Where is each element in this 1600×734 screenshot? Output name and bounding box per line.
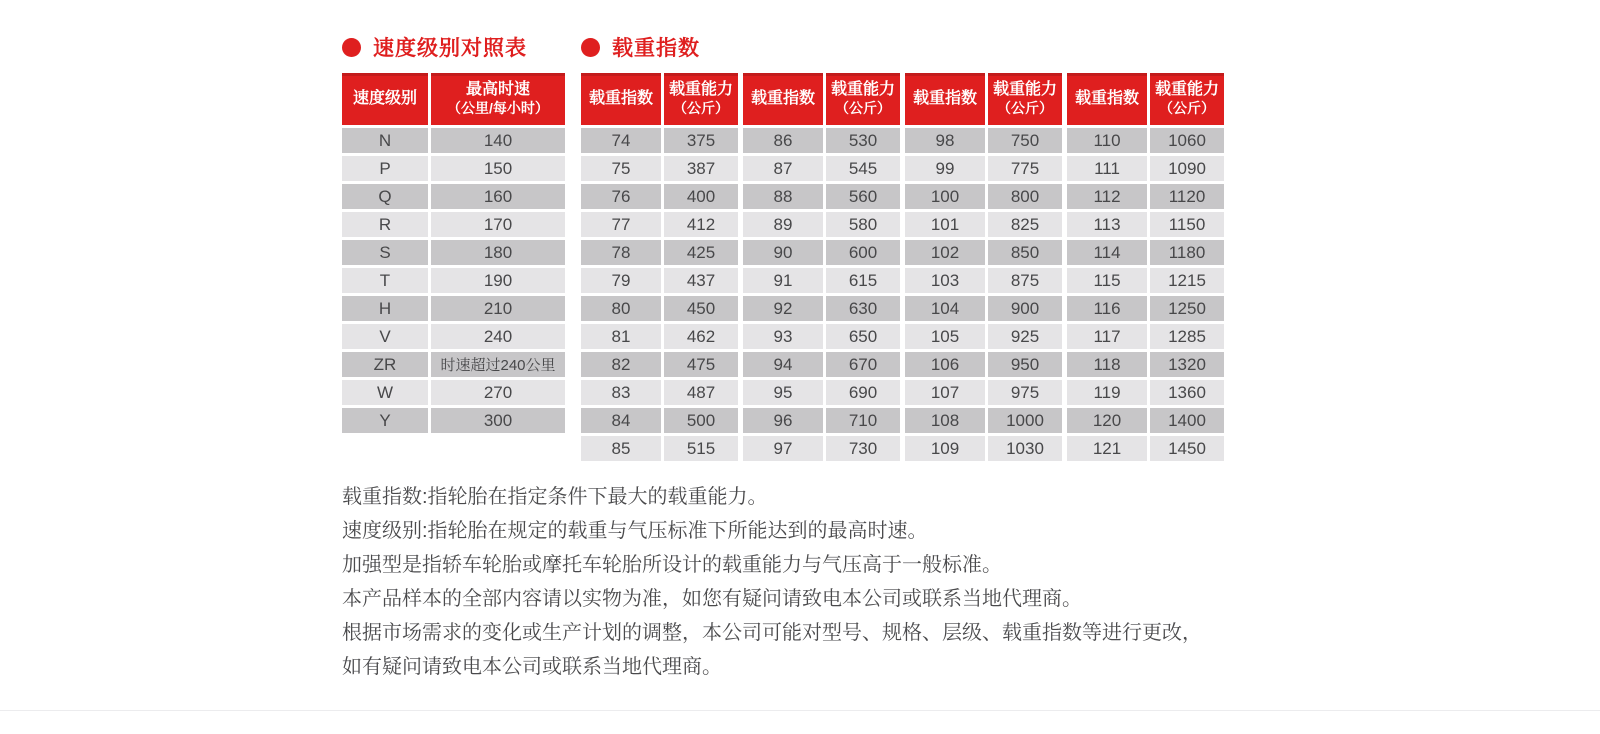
speed-level-cell: Q [342,184,428,209]
speed-level-cell: T [342,268,428,293]
load-capacity-cell: 630 [826,296,900,321]
load-capacity-cell: 615 [826,268,900,293]
load-index-cell: 96 [743,408,823,433]
load-index-header: 载重指数 [905,73,985,125]
load-capacity-header-line2: （公斤） [673,100,729,117]
load-index-cell: 84 [581,408,661,433]
load-index-cell: 94 [743,352,823,377]
load-capacity-cell: 730 [826,436,900,461]
load-index-cell: 80 [581,296,661,321]
load-index-cell: 102 [905,240,985,265]
max-speed-header-line1: 最高时速 [465,81,530,99]
load-capacity-cell: 560 [826,184,900,209]
table-row [581,212,738,237]
load-capacity-cell: 530 [826,128,900,153]
speed-level-cell: W [342,380,428,405]
max-speed-cell: 190 [431,268,565,293]
load-capacity-cell: 710 [826,408,900,433]
table-row [1067,436,1224,461]
table-row [581,380,738,405]
load-index-header: 载重指数 [581,73,661,125]
load-table-group [905,73,1062,461]
load-capacity-cell: 750 [988,128,1062,153]
load-index-cell: 76 [581,184,661,209]
load-capacity-cell: 775 [988,156,1062,181]
load-capacity-cell: 1215 [1150,268,1224,293]
load-capacity-header [664,73,738,125]
table-row [1067,380,1224,405]
load-capacity-header-line2: （公斤） [997,100,1053,117]
table-row [743,436,900,461]
load-table [581,73,1224,461]
load-table-title-label: 载重指数 [612,37,700,60]
load-index-cell: 107 [905,380,985,405]
load-capacity-header-line2: （公斤） [835,100,891,117]
load-table-body [581,128,738,461]
load-capacity-cell: 925 [988,324,1062,349]
load-capacity-cell: 487 [664,380,738,405]
speed-table-header-row [342,73,565,125]
load-index-header: 载重指数 [1067,73,1147,125]
table-row [905,436,1062,461]
load-capacity-cell: 850 [988,240,1062,265]
max-speed-header [431,73,565,125]
load-index-cell: 86 [743,128,823,153]
table-row [342,296,565,321]
footnote-line: 加强型是指轿车轮胎或摩托车轮胎所设计的载重能力与气压高于一般标准。 [342,554,1002,576]
load-capacity-cell: 1360 [1150,380,1224,405]
load-table-group [1067,73,1224,461]
table-row [905,296,1062,321]
load-capacity-header [826,73,900,125]
load-index-cell: 111 [1067,156,1147,181]
table-row [743,240,900,265]
load-index-cell: 106 [905,352,985,377]
load-capacity-cell: 1320 [1150,352,1224,377]
load-index-cell: 89 [743,212,823,237]
speed-rating-section [342,36,565,433]
load-capacity-header [988,73,1062,125]
load-capacity-cell: 1030 [988,436,1062,461]
load-index-cell: 100 [905,184,985,209]
load-index-cell: 114 [1067,240,1147,265]
speed-table-title [342,36,565,58]
load-index-cell: 109 [905,436,985,461]
max-speed-cell: 160 [431,184,565,209]
load-index-cell: 118 [1067,352,1147,377]
load-table-header-row [581,73,738,125]
max-speed-cell: 240 [431,324,565,349]
table-row [743,184,900,209]
table-row [743,268,900,293]
load-index-cell: 81 [581,324,661,349]
table-row [743,156,900,181]
max-speed-cell: 时速超过240公里 [431,352,565,377]
speed-level-cell: P [342,156,428,181]
table-row [581,296,738,321]
table-row [342,156,565,181]
load-capacity-cell: 387 [664,156,738,181]
table-row [342,380,565,405]
table-row [1067,128,1224,153]
table-row [905,268,1062,293]
load-index-cell: 92 [743,296,823,321]
table-row [581,128,738,153]
load-index-section [581,36,1224,461]
table-row [342,240,565,265]
table-row [581,408,738,433]
load-index-cell: 119 [1067,380,1147,405]
load-index-cell: 115 [1067,268,1147,293]
load-table-body [1067,128,1224,461]
max-speed-cell: 300 [431,408,565,433]
load-table-body [905,128,1062,461]
load-capacity-cell: 515 [664,436,738,461]
load-index-cell: 101 [905,212,985,237]
load-index-cell: 108 [905,408,985,433]
table-row [743,296,900,321]
load-capacity-cell: 825 [988,212,1062,237]
table-row [342,408,565,433]
load-capacity-cell: 1180 [1150,240,1224,265]
speed-level-cell: ZR [342,352,428,377]
speed-level-cell: S [342,240,428,265]
load-capacity-cell: 600 [826,240,900,265]
table-row [1067,156,1224,181]
table-row [1067,296,1224,321]
load-capacity-header-line1: 载重能力 [992,81,1057,99]
max-speed-cell: 210 [431,296,565,321]
load-capacity-cell: 400 [664,184,738,209]
speed-level-cell: Y [342,408,428,433]
table-row [905,352,1062,377]
table-row [581,184,738,209]
load-capacity-cell: 425 [664,240,738,265]
load-capacity-header-line2: （公斤） [1159,100,1215,117]
bottom-divider [0,710,1600,711]
load-index-cell: 85 [581,436,661,461]
load-capacity-cell: 545 [826,156,900,181]
load-index-cell: 103 [905,268,985,293]
load-capacity-cell: 670 [826,352,900,377]
footnote-line: 如有疑问请致电本公司或联系当地代理商。 [342,656,722,678]
load-table-body [743,128,900,461]
speed-level-cell: R [342,212,428,237]
load-capacity-cell: 875 [988,268,1062,293]
table-row [1067,324,1224,349]
load-capacity-cell: 1250 [1150,296,1224,321]
load-capacity-cell: 1150 [1150,212,1224,237]
load-capacity-cell: 1060 [1150,128,1224,153]
load-index-cell: 99 [905,156,985,181]
load-index-cell: 117 [1067,324,1147,349]
load-table-group [743,73,900,461]
load-index-cell: 105 [905,324,985,349]
load-index-cell: 116 [1067,296,1147,321]
load-index-cell: 88 [743,184,823,209]
load-table-header-row [1067,73,1224,125]
load-capacity-cell: 1400 [1150,408,1224,433]
table-row [1067,184,1224,209]
table-row [905,184,1062,209]
load-capacity-cell: 412 [664,212,738,237]
max-speed-cell: 270 [431,380,565,405]
table-row [1067,352,1224,377]
table-row [743,352,900,377]
load-index-cell: 97 [743,436,823,461]
load-capacity-cell: 500 [664,408,738,433]
table-row [342,212,565,237]
load-table-group [581,73,738,461]
table-row [581,268,738,293]
table-row [581,156,738,181]
load-capacity-cell: 1090 [1150,156,1224,181]
footnote-line: 速度级别:指轮胎在规定的载重与气压标准下所能达到的最高时速。 [342,520,928,542]
load-index-cell: 95 [743,380,823,405]
load-capacity-cell: 650 [826,324,900,349]
load-index-cell: 79 [581,268,661,293]
load-capacity-cell: 690 [826,380,900,405]
table-row [743,324,900,349]
table-row [905,324,1062,349]
load-index-cell: 93 [743,324,823,349]
load-index-header: 载重指数 [743,73,823,125]
table-row [905,380,1062,405]
load-capacity-header-line1: 载重能力 [830,81,895,99]
speed-table-body [342,128,565,433]
speed-level-header: 速度级别 [342,73,428,125]
load-capacity-cell: 900 [988,296,1062,321]
max-speed-cell: 170 [431,212,565,237]
table-row [905,156,1062,181]
table-row [342,268,565,293]
load-index-cell: 83 [581,380,661,405]
table-row [743,212,900,237]
table-row [905,128,1062,153]
max-speed-cell: 140 [431,128,565,153]
max-speed-header-line2: （公里/每小时） [447,100,549,117]
load-capacity-header-line1: 载重能力 [668,81,733,99]
load-capacity-cell: 1000 [988,408,1062,433]
table-row [342,352,565,377]
table-row [1067,240,1224,265]
table-row [1067,212,1224,237]
load-index-cell: 74 [581,128,661,153]
footnotes [342,480,1442,684]
load-table-header-row [905,73,1062,125]
load-capacity-cell: 950 [988,352,1062,377]
table-row [342,128,565,153]
load-index-cell: 77 [581,212,661,237]
load-index-cell: 113 [1067,212,1147,237]
table-row [905,240,1062,265]
load-table-header-row [743,73,900,125]
load-index-cell: 112 [1067,184,1147,209]
load-index-cell: 120 [1067,408,1147,433]
table-row [1067,408,1224,433]
load-index-cell: 98 [905,128,985,153]
load-capacity-header-line1: 载重能力 [1154,81,1219,99]
load-index-cell: 90 [743,240,823,265]
footnote-line: 本产品样本的全部内容请以实物为准，如您有疑问请致电本公司或联系当地代理商。 [342,588,1082,610]
load-capacity-cell: 580 [826,212,900,237]
max-speed-cell: 150 [431,156,565,181]
speed-table [342,73,565,433]
table-row [905,408,1062,433]
table-row [581,240,738,265]
table-row [743,380,900,405]
load-index-cell: 87 [743,156,823,181]
speed-level-cell: H [342,296,428,321]
load-index-cell: 104 [905,296,985,321]
load-capacity-cell: 975 [988,380,1062,405]
table-row [581,324,738,349]
red-bullet-icon [342,38,361,57]
load-index-cell: 82 [581,352,661,377]
load-capacity-cell: 800 [988,184,1062,209]
footnote-line: 根据市场需求的变化或生产计划的调整，本公司可能对型号、规格、层级、载重指数等进行更改， [342,622,1202,644]
table-row [581,352,738,377]
load-capacity-header [1150,73,1224,125]
load-index-cell: 75 [581,156,661,181]
load-index-cell: 91 [743,268,823,293]
table-row [581,436,738,461]
speed-table-title-label: 速度级别对照表 [373,37,527,60]
speed-level-cell: V [342,324,428,349]
table-row [743,408,900,433]
footnote-line: 载重指数:指轮胎在指定条件下最大的载重能力。 [342,486,768,508]
load-index-cell: 110 [1067,128,1147,153]
table-row [1067,268,1224,293]
load-capacity-cell: 462 [664,324,738,349]
speed-level-cell: N [342,128,428,153]
load-capacity-cell: 375 [664,128,738,153]
load-capacity-cell: 1450 [1150,436,1224,461]
load-capacity-cell: 450 [664,296,738,321]
table-row [743,128,900,153]
load-index-cell: 78 [581,240,661,265]
load-index-cell: 121 [1067,436,1147,461]
table-row [905,212,1062,237]
load-table-title [581,36,1224,58]
table-row [342,184,565,209]
load-capacity-cell: 1285 [1150,324,1224,349]
load-capacity-cell: 437 [664,268,738,293]
max-speed-cell: 180 [431,240,565,265]
load-capacity-cell: 1120 [1150,184,1224,209]
load-capacity-cell: 475 [664,352,738,377]
red-bullet-icon [581,38,600,57]
table-row [342,324,565,349]
